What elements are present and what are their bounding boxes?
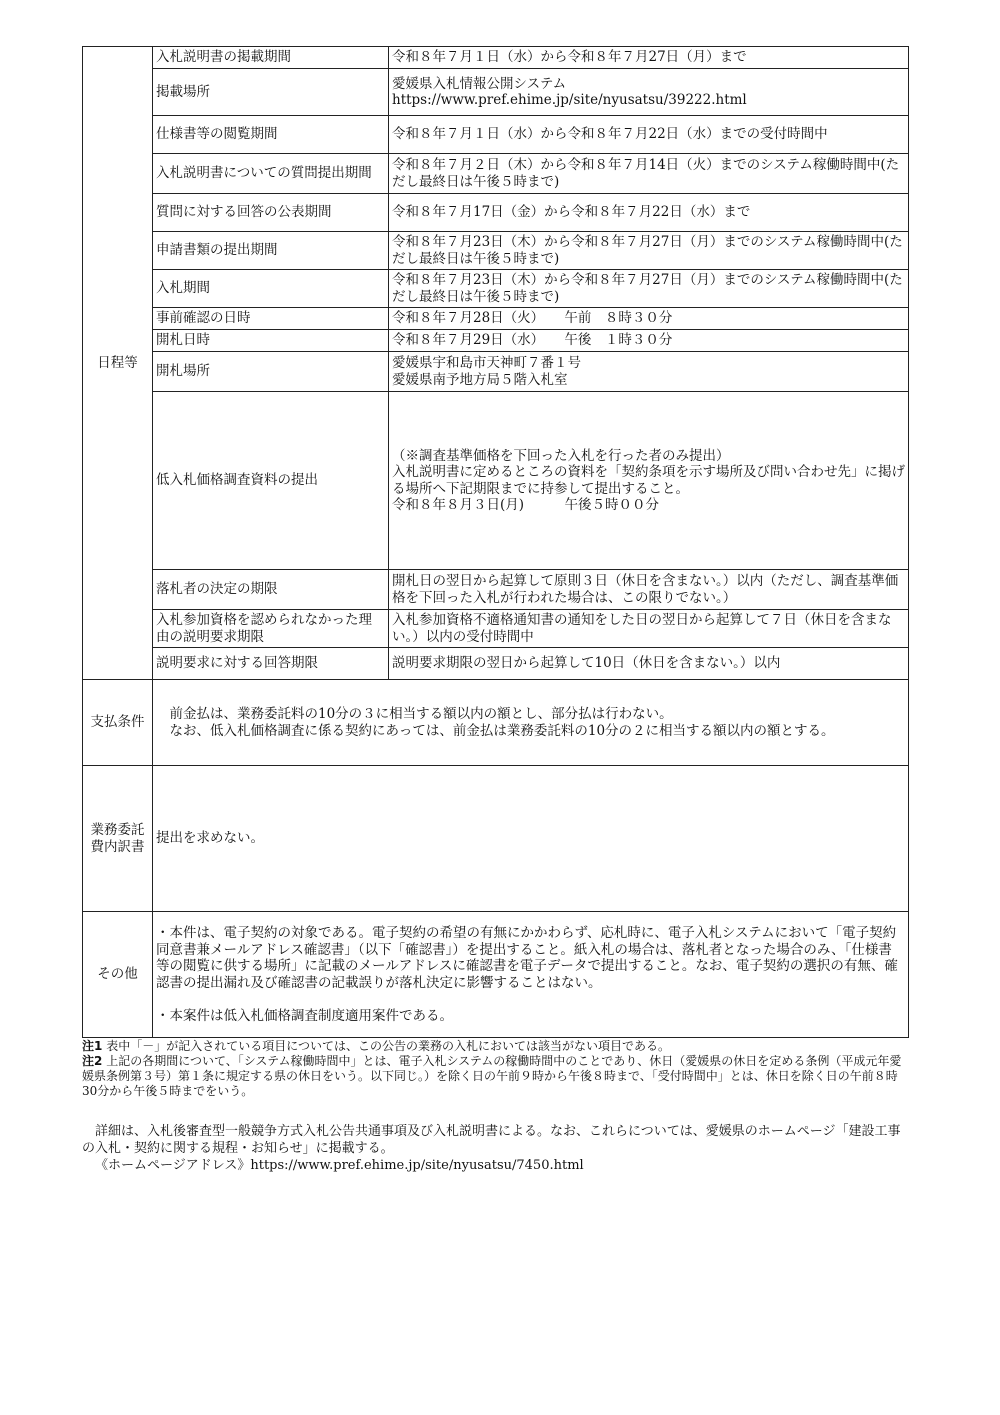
note-text: 上記の各期間について、「システム稼働時間中」とは、電子入札システムの稼働時間中のことであり、休日（愛媛県の休日を定める条例（平成元年愛媛県条例第３号）第１条に規定する県の休日をいう。以下同じ。）を除く日の午前９時から午後８時まで、「受付時間中」とは、休日を除く日の午前８時30分から午後５時までをいう。 (82, 1054, 902, 1098)
row-value: 説明要求期限の翌日から起算して10日（休日を含まない。）以内 (389, 648, 909, 680)
row-label: 開札場所 (153, 352, 389, 392)
table-row (83, 154, 909, 194)
table-row (83, 570, 909, 610)
row-label: 質問に対する回答の公表期間 (153, 194, 389, 232)
row-label: 仕様書等の閲覧期間 (153, 116, 389, 154)
table-row (83, 648, 909, 680)
row-value: 令和８年７月23日（木）から令和８年７月27日（月）までのシステム稼働時間中(ただし最終日は午後５時まで) (389, 232, 909, 270)
table-row (83, 308, 909, 330)
row-label: 申請書類の提出期間 (153, 232, 389, 270)
table-row (83, 392, 909, 570)
other-text: ・本件は、電子契約の対象である。電子契約の希望の有無にかかわらず、応札時に、電子入札システムにおいて「電子契約同意書兼メールアドレス確認書」（以下「確認書」）を提出すること。紙入札の場合は、落札者となった場合のみ、「仕様書等の閲覧に供する場所」に記載のメールアドレスに確認書を電子データで提出すること。なお、電子契約の選択の有無、確認書の提出漏れ及び確認書の記載誤りが落札決定に影響することはない。 ・本案件は低入札価格調査制度適用案件である。 (153, 912, 909, 1038)
table-row (83, 270, 909, 308)
table-row (83, 194, 909, 232)
row-label: 事前確認の日時 (153, 308, 389, 330)
row-value: 愛媛県宇和島市天神町７番１号 愛媛県南予地方局５階入札室 (389, 352, 909, 392)
other-category: その他 (83, 912, 153, 1038)
payment-category: 支払条件 (83, 680, 153, 766)
table-row (83, 352, 909, 392)
row-value: 令和８年７月29日（水） 午後 １時３０分 (389, 330, 909, 352)
notice-page (82, 46, 908, 1174)
row-value: 入札参加資格不適格通知書の通知をした日の翌日から起算して７日（休日を含まない。）以内の受付時間中 (389, 610, 909, 648)
row-label: 掲載場所 (153, 69, 389, 116)
table-row (83, 47, 909, 69)
table-row (83, 116, 909, 154)
breakdown-row (83, 766, 909, 912)
row-value: 開札日の翌日から起算して原則３日（休日を含まない。）以内（ただし、調査基準価格を下回った入札が行われた場合は、この限りでない。） (389, 570, 909, 610)
row-label: 入札説明書についての質問提出期間 (153, 154, 389, 194)
homepage-address: 《ホームページアドレス》https://www.pref.ehime.jp/site/nyusatsu/7450.html (95, 1158, 584, 1173)
note-text: 表中「－」が記入されている項目については、この公告の業務の入札においては該当がない項目である。 (106, 1039, 670, 1053)
row-label: 低入札価格調査資料の提出 (153, 392, 389, 570)
row-value: 令和８年７月23日（木）から令和８年７月27日（月）までのシステム稼働時間中(ただし最終日は午後５時まで) (389, 270, 909, 308)
payment-text: 前金払は、業務委託料の10分の３に相当する額以内の額とし、部分払は行わない。 なお、低入札価格調査に係る契約にあっては、前金払は業務委託料の10分の２に相当する額以内の額とする。 (153, 680, 909, 766)
row-label: 説明要求に対する回答期限 (153, 648, 389, 680)
row-value: 令和８年７月１日（水）から令和８年７月27日（月）まで (389, 47, 909, 69)
row-label: 落札者の決定の期限 (153, 570, 389, 610)
breakdown-category: 業務委託費内訳書 (83, 766, 153, 912)
breakdown-text: 提出を求めない。 (153, 766, 909, 912)
table-row (83, 610, 909, 648)
row-label: 入札説明書の掲載期間 (153, 47, 389, 69)
payment-row (83, 680, 909, 766)
table-row (83, 232, 909, 270)
notes (82, 1039, 908, 1099)
row-value: 令和８年７月１日（水）から令和８年７月22日（水）までの受付時間中 (389, 116, 909, 154)
footer-text: 詳細は、入札後審査型一般競争方式入札公告共通事項及び入札説明書による。なお、これらについては、愛媛県のホームページ「建設工事の入札・契約に関する規程・お知らせ」に掲載する。 (82, 1124, 901, 1156)
other-row (83, 912, 909, 1038)
note-tag: 注2 (82, 1054, 103, 1068)
schedule-table (82, 46, 909, 1038)
row-value: （※調査基準価格を下回った入札を行った者のみ提出） 入札説明書に定めるところの資料を「契約条項を示す場所及び問い合わせ先」に掲げる場所へ下記期限までに持参して提出すること。 令和８年８月３日(月) 午後５時００分 (389, 392, 909, 570)
table-row (83, 69, 909, 116)
row-label: 入札期間 (153, 270, 389, 308)
note-1 (82, 1039, 908, 1054)
note-tag: 注1 (82, 1039, 103, 1053)
table-row (83, 330, 909, 352)
row-label: 開札日時 (153, 330, 389, 352)
row-label: 入札参加資格を認められなかった理由の説明要求期限 (153, 610, 389, 648)
schedule-category: 日程等 (83, 47, 153, 680)
footer (82, 1123, 908, 1174)
row-value: 令和８年７月28日（火） 午前 ８時３０分 (389, 308, 909, 330)
row-value: 愛媛県入札情報公開システム https://www.pref.ehime.jp/site/nyusatsu/39222.html (389, 69, 909, 116)
row-value: 令和８年７月17日（金）から令和８年７月22日（水）まで (389, 194, 909, 232)
row-value: 令和８年７月２日（木）から令和８年７月14日（火）までのシステム稼働時間中(ただし最終日は午後５時まで) (389, 154, 909, 194)
note-2 (82, 1054, 908, 1099)
